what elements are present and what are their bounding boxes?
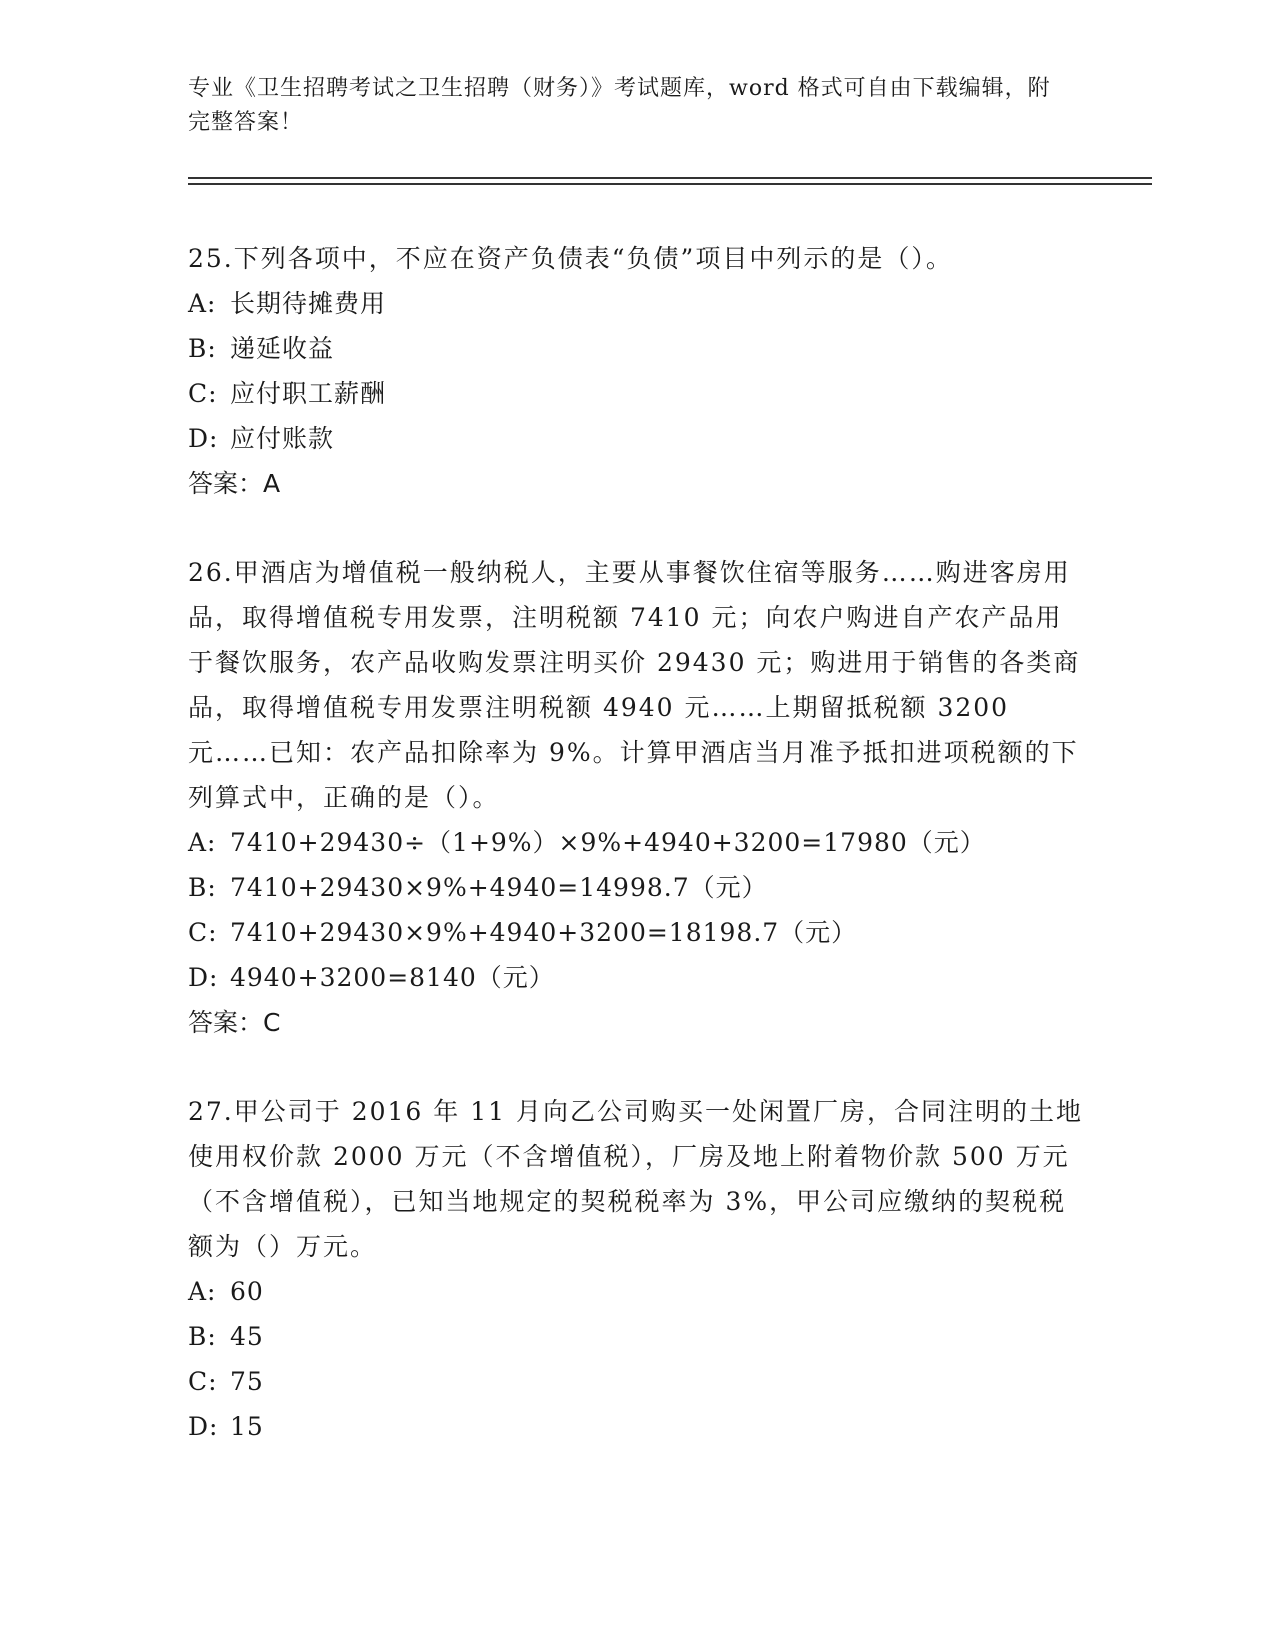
option-c: [188, 910, 1088, 955]
header-divider-bottom: [188, 183, 1152, 185]
answer-label: 答案：A: [188, 469, 281, 498]
option-text: 7410+29430×9%+4940+3200=18198.7（元）: [230, 918, 858, 947]
question-stem: 27.甲公司于 2016 年 11 月向乙公司购买一处闲置厂房，合同注明的土地使用权价款 2000 万元（不含增值税），厂房及地上附着物价款 500 万元（不含增值税），已知当地规定的契税税率为 3%，甲公司应缴纳的契税税额为（）万元。: [188, 1097, 1083, 1261]
option-c: [188, 371, 1088, 416]
option-d: [188, 416, 1088, 461]
option-letter: A:: [188, 289, 217, 318]
option-d: [188, 1404, 1088, 1449]
option-a: [188, 281, 1088, 326]
option-letter: C:: [188, 918, 218, 947]
option-letter: B:: [188, 334, 217, 363]
option-d: [188, 955, 1088, 1000]
option-letter: B:: [188, 1322, 217, 1351]
question-stem: 26.甲酒店为增值税一般纳税人，主要从事餐饮住宿等服务……购进客房用品，取得增值税专用发票，注明税额 7410 元；向农户购进自产农产品用于餐饮服务，农产品收购发票注明买价 29430 元；购进用于销售的各类商品，取得增值税专用发票注明税额 4940 元……上期留抵税额 3200 元……已知：农产品扣除率为 9%。计算甲酒店当月准予抵扣进项税额的下列算式中，正确的是（）。: [188, 558, 1081, 812]
question-stem: 25.下列各项中，不应在资产负债表“负债”项目中列示的是（）。: [188, 244, 953, 273]
header-divider-top: [188, 177, 1152, 179]
option-text: 应付账款: [230, 424, 335, 453]
option-letter: A:: [188, 828, 217, 857]
option-letter: A:: [188, 1277, 217, 1306]
option-a: [188, 1269, 1088, 1314]
option-text: 60: [230, 1277, 264, 1306]
question-list: [188, 236, 1088, 1493]
option-letter: B:: [188, 873, 217, 902]
option-text: 4940+3200=8140（元）: [230, 963, 555, 992]
option-letter: D:: [188, 963, 219, 992]
option-c: [188, 1359, 1088, 1404]
option-text: 7410+29430×9%+4940=14998.7（元）: [230, 873, 768, 902]
option-a: [188, 820, 1088, 865]
option-text: 45: [230, 1322, 264, 1351]
question-26: [188, 550, 1088, 1045]
option-letter: C:: [188, 379, 218, 408]
option-text: 15: [230, 1412, 264, 1441]
option-b: [188, 326, 1088, 371]
option-b: [188, 1314, 1088, 1359]
question-25: [188, 236, 1088, 506]
option-text: 应付职工薪酬: [230, 379, 387, 408]
answer-label: 答案：C: [188, 1008, 281, 1037]
option-letter: C:: [188, 1367, 218, 1396]
option-text: 7410+29430÷（1+9%）×9%+4940+3200=17980（元）: [230, 828, 986, 857]
option-text: 长期待摊费用: [230, 289, 387, 318]
option-letter: D:: [188, 424, 219, 453]
option-b: [188, 865, 1088, 910]
option-letter: D:: [188, 1412, 219, 1441]
question-27: [188, 1089, 1088, 1449]
option-text: 递延收益: [230, 334, 335, 363]
page-header: 专业《卫生招聘考试之卫生招聘（财务）》考试题库，word 格式可自由下载编辑，附完整答案！: [188, 76, 1051, 135]
option-text: 75: [230, 1367, 264, 1396]
